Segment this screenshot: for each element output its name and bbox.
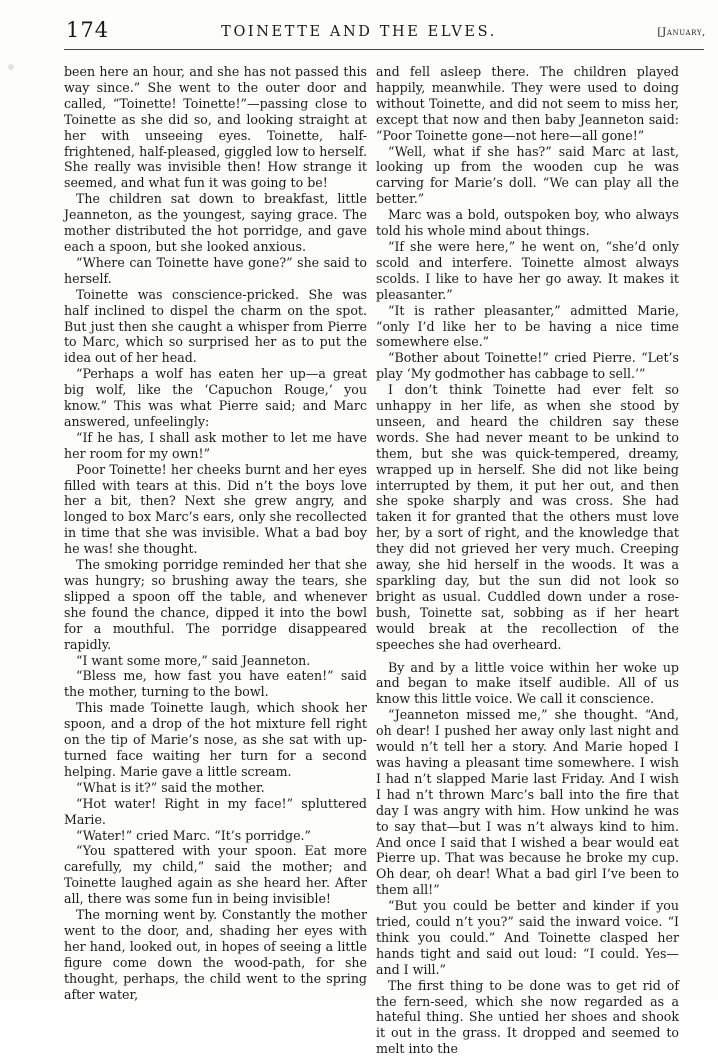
paragraph: “Water!” cried Marc. “It’s porridge.” [76,827,311,843]
paragraph: “Perhaps a wolf has eaten her up—a great big wolf, like the ‘Capuchon Rouge,’ you know.” This was what Pierre said; and Marc answered, unfeelingly: [64,366,367,429]
running-month: [January, [657,26,706,38]
paragraph: “Bother about Toinette!” cried Pierre. “Let’s play ‘My godmother has cabbage to sell.’” [376,350,679,382]
page-number: 174 [66,18,110,42]
paragraph: By and by a little voice within her woke up and began to make itself audible. All of us know this little voice. We call it conscience. [376,659,679,707]
paragraph: “Jeanneton missed me,” she thought. “And, oh dear! I pushed her away only last night and would n’t tell her a story. And Marie hoped I was having a pleasant time somewhere. I wish I had n’t slapped Marie last Friday. And I wish I had n’t thrown Marc’s ball into the fire that day I was angry with him. How unkind he was to say that—but I was n’t always kind to him. And once I said that I wished a bear would eat Pierre up. That was because he broke my cup. Oh dear, oh dear! What a bad girl I’ve been to them all!” [376,707,679,898]
paragraph: “I want some more,” said Jeanneton. [76,652,311,668]
paragraph: been here an hour, and she has not passed this way since.” She went to the outer door and called, “Toinette! Toinette!”—passing close to Toinette as she did so, and looking straight at her with unseeing eyes. Toinette, half-frightened, half-pleased, giggled low to herself. She really was invisible then! How strange it seemed, and what fun it was going to be! [64,64,367,191]
paragraph: This made Toinette laugh, which shook her spoon, and a drop of the hot mixture fell right on the tip of Marie’s nose, as she sat with up-turned face waiting her turn for a second helping. Marie gave a little scream. [64,700,367,779]
paragraph: “If she were here,” he went on, “she’d only scold and interfere. Toinette almost always scolds. I like to have her go away. It makes it pleasanter.” [376,238,679,302]
paragraph: Toinette was conscience-pricked. She was half inclined to dispel the charm on the spot. But just then she caught a whisper from Pierre to Marc, which so surprised her as to put the idea out of her head. [64,286,367,366]
paragraph: “You spattered with your spoon. Eat more carefully, my child,” said the mother; and Toinette laughed again as she heard her. After all, there was some fun in being invisible! [64,843,367,907]
paragraph: “Well, what if she has?” said Marc at last, looking up from the wooden cup he was carving for Marie’s doll. “We can play all the better.” [376,143,679,207]
left-column [64,64,367,1002]
running-title: TOINETTE AND THE ELVES. [221,24,497,40]
paragraph: The smoking porridge reminded her that she was hungry; so brushing away the tears, she slipped a spoon off the table, and whenever she found the chance, dipped it into the bowl for a mouthful. The porridge disappeared rapidly. [64,557,367,652]
paragraph: The morning went by. Constantly the mother went to the door, and, shading her eyes with her hand, looked out, in hopes of seeing a little figure come down the wood-path, for she thought, perhaps, the child went to the spring after water, [64,907,367,1002]
paragraph: “Bless me, how fast you have eaten!” said the mother, turning to the bowl. [64,668,367,700]
paragraph: “Where can Toinette have gone?” she said to herself. [64,254,367,286]
paragraph: “Hot water! Right in my face!” spluttered Marie. [64,795,367,827]
margin-speck [8,64,14,70]
paragraph: The children sat down to breakfast, little Jeanneton, as the youngest, saying grace. The mother distributed the hot porridge, and gave each a spoon, but she looked anxious. [64,191,367,254]
paragraph: and fell asleep there. The children played happily, meanwhile. They were used to doing without Toinette, and did not seem to miss her, except that now and then baby Jeanneton said: “Poor Toinette gone—not here—all gone!” [376,64,679,143]
header-rule [64,49,704,50]
paragraph: I don’t think Toinette had ever felt so unhappy in her life, as when she stood by unseen, and heard the children say these words. She had never meant to be unkind to them, but she was quick-tempered, dreamy, wrapped up in herself. She did not like being interrupted by them, it put her out, and then she spoke sharply and was cross. She had taken it for granted that the others must love her, by a sort of right, and the knowledge that they did not grieved her very much. Creeping away, she hid herself in the woods. It was a sparkling day, but the sun did not look so bright as usual. Cuddled down under a rose-bush, Toinette sat, sobbing as if her heart would break at the recollection of the speeches she had overheard. [376,382,679,652]
paragraph: Marc was a bold, outspoken boy, who always told his whole mind about things. [376,207,679,239]
right-column [376,64,679,1057]
paragraph: “But you could be better and kinder if you tried, could n’t you?” said the inward voice. “I think you could.” And Toinette clasped her hands tight and said out loud: “I could. Yes—and I will.” [376,898,679,977]
paragraph: The first thing to be done was to get rid of the fern-seed, which she now regarded as a hateful thing. She untied her shoes and shook it out in the grass. It dropped and seemed to melt into the [376,977,679,1057]
paragraph: “It is rather pleasanter,” admitted Marie, “only I’d like her to be having a nice time somewhere else.” [376,302,679,350]
running-header [0,18,718,48]
paragraph: “What is it?” said the mother. [76,779,265,795]
paragraph: Poor Toinette! her cheeks burnt and her eyes filled with tears at this. Did n’t the boys love her a bit, then? Next she grew angry, and longed to box Marc’s ears, only she recollected in time that she was invisible. What a bad boy he was! she thought. [64,461,367,557]
paragraph: “If he has, I shall ask mother to let me have her room for my own!” [64,429,367,461]
